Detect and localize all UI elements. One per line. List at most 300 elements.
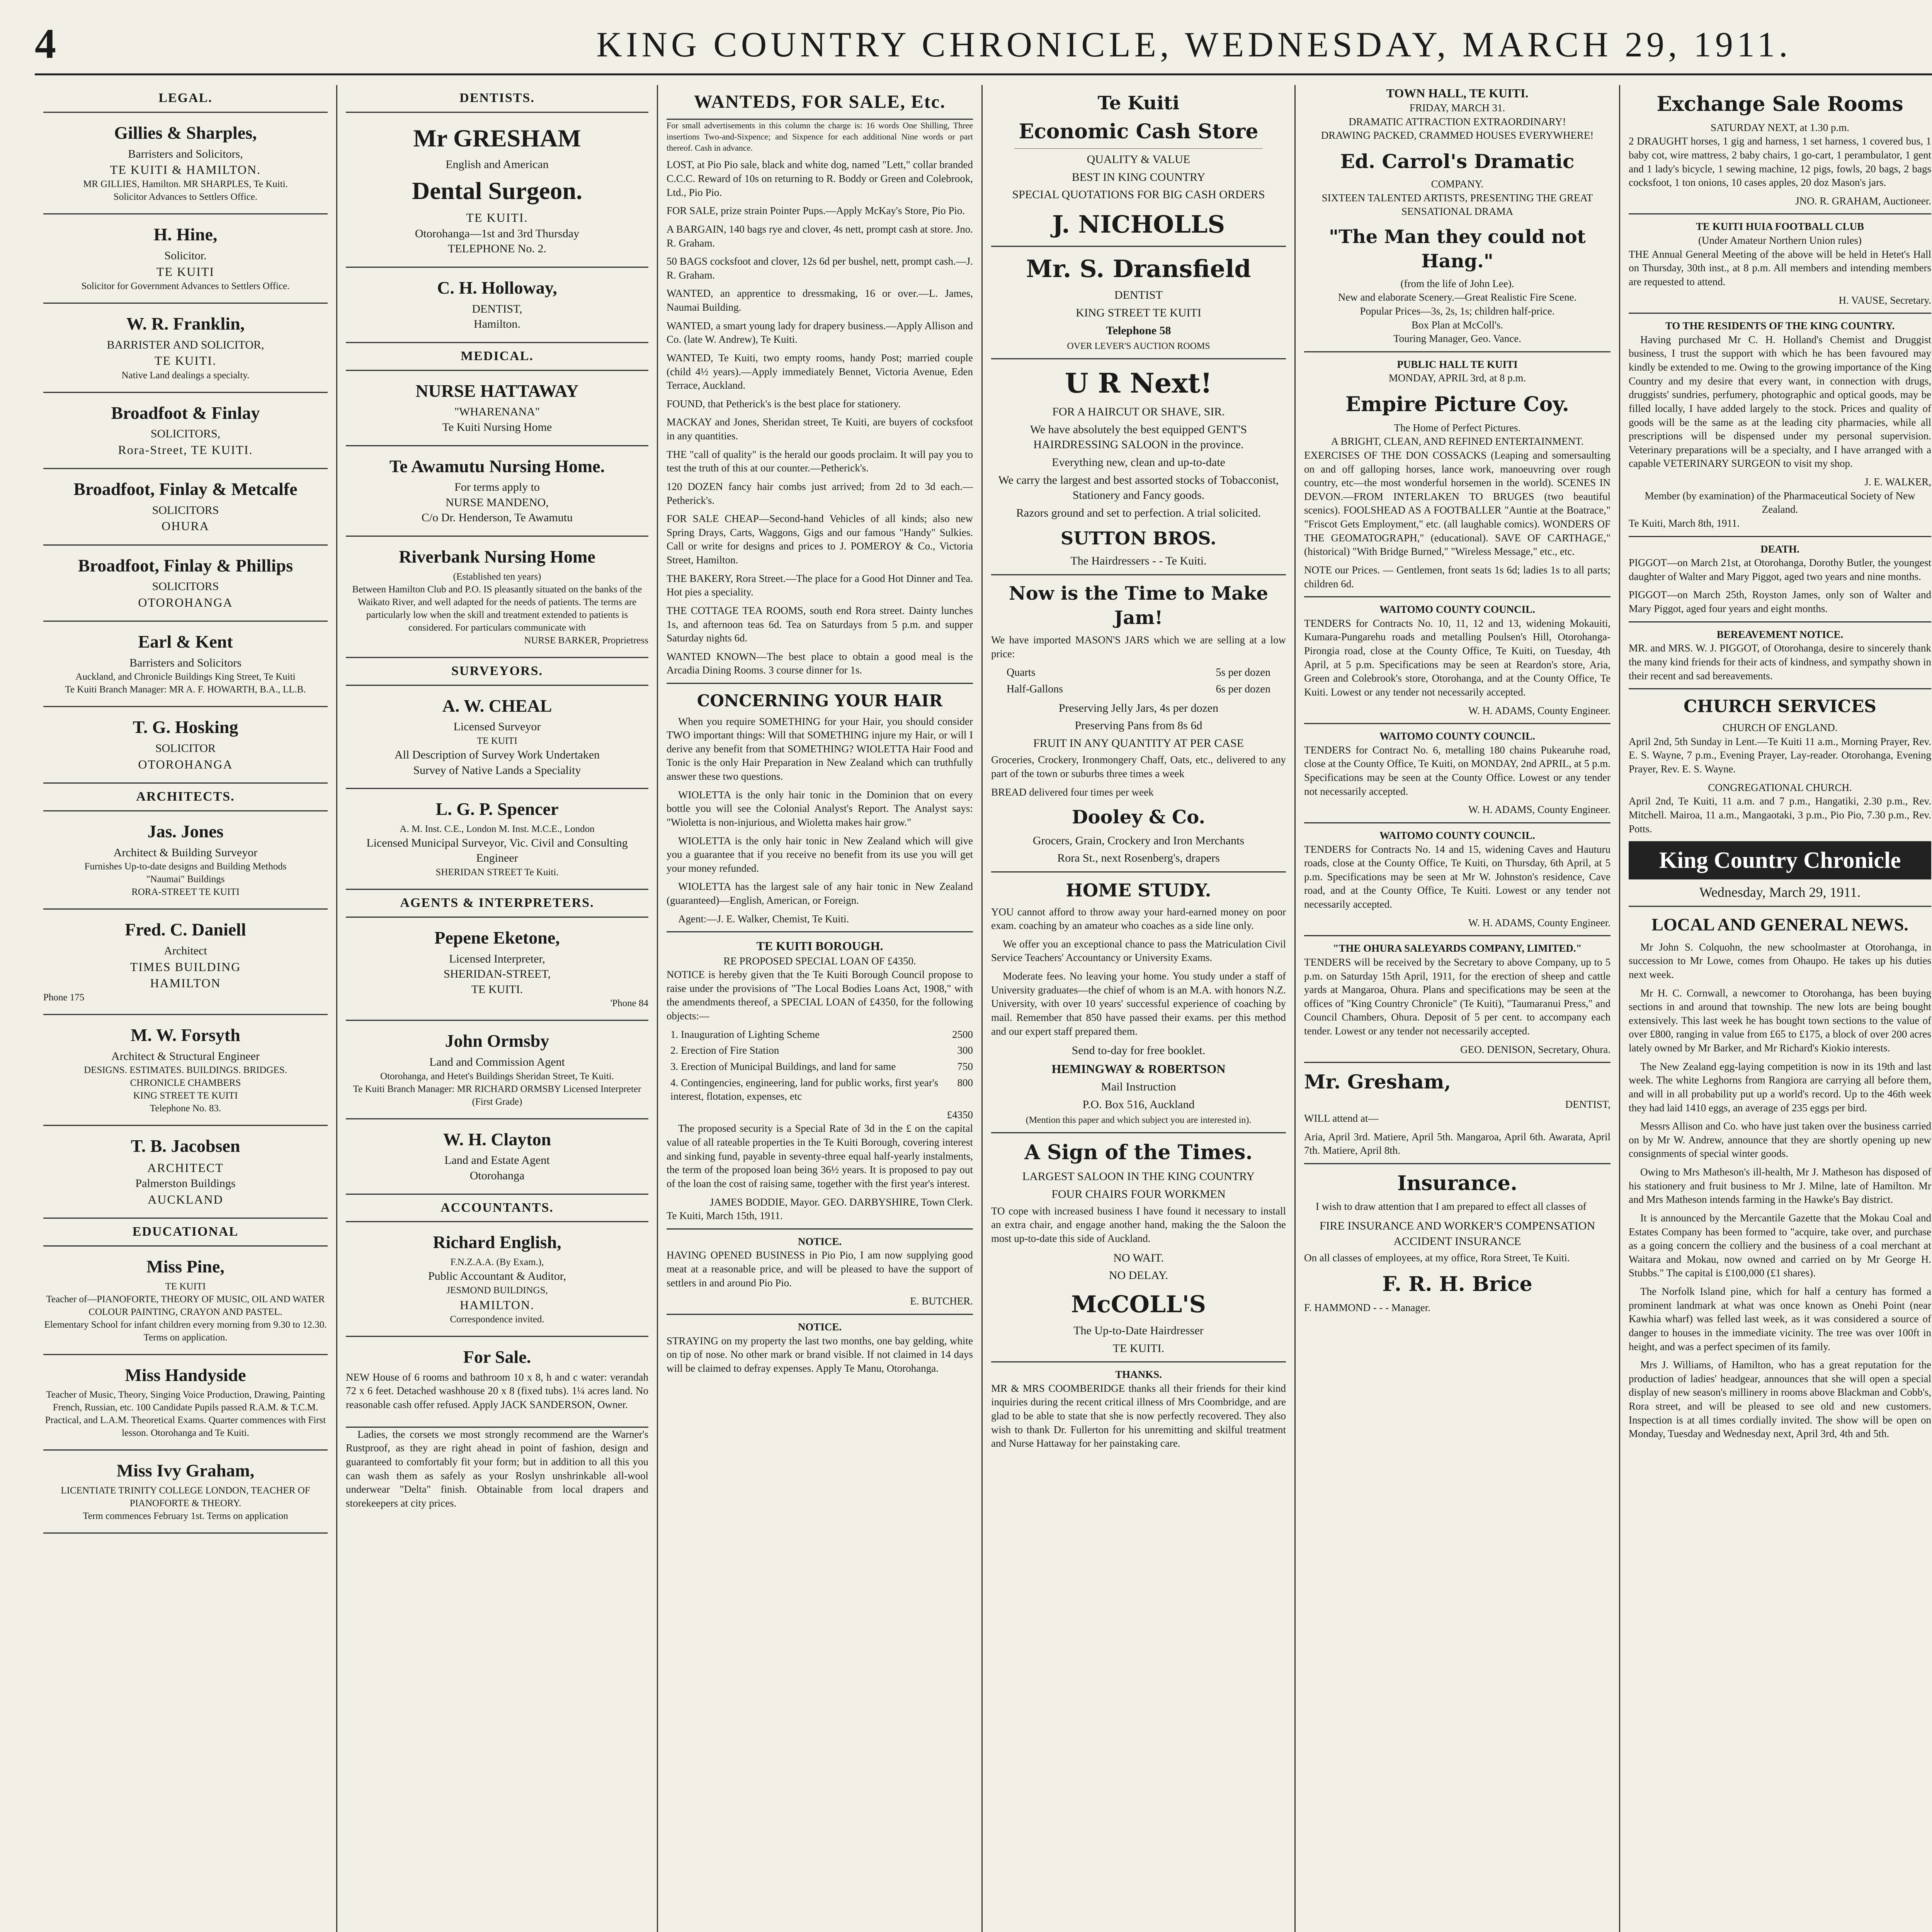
jam-intro: We have imported MASON'S JARS which we are selling at a low price: — [991, 634, 1286, 660]
dransfield-title: DENTIST — [1114, 289, 1163, 302]
clayton-card — [346, 1119, 648, 1195]
congregational-heading: CONGREGATIONAL CHURCH. — [1708, 781, 1852, 793]
exchange-heading: Exchange Sale Rooms — [1656, 92, 1903, 116]
dransfield-place: KING STREET TE KUITI — [1076, 306, 1201, 320]
graham-card — [43, 1451, 328, 1534]
english-name: Richard English, — [433, 1232, 561, 1252]
jones-detail: Furnishes Up-to-date designs and Building Methods — [84, 861, 287, 872]
wanted-ad: FOUND, that Petherick's is the best place for stationery. — [667, 398, 901, 410]
franklin-note: Native Land dealings a specialty. — [121, 370, 250, 381]
daniell-city: HAMILTON — [150, 976, 221, 990]
paper-date: Wednesday, March 29, 1911. — [1629, 879, 1931, 907]
carrol-company-label: COMPANY. — [1431, 178, 1484, 190]
jacobsen-place: AUCKLAND — [148, 1192, 223, 1206]
empire-line1: A BRIGHT, CLEAN, AND REFINED ENTERTAINMENT. — [1331, 435, 1584, 447]
exchange-date: SATURDAY NEXT, at 1.30 p.m. — [1710, 121, 1849, 133]
hemingway-tag: Mail Instruction — [1101, 1080, 1176, 1093]
spencer-card — [346, 789, 648, 890]
wanted-ad: MACKAY and Jones, Sheridan street, Te Kuiti, are buyers of cocksfoot in any quantities. — [667, 416, 973, 442]
hair-paragraph: WIOLETTA is the only hair tonic in the Dominion that on every bottle you will see the Colonial Analyst's Report. The Analyst says: "Wioletta is non-injurious, and Wioletta makes hair grow." — [667, 789, 973, 828]
townhall-line3: SIXTEEN TALENTED ARTISTS, PRESENTING THE GREAT SENSATIONAL DRAMA — [1321, 192, 1593, 218]
agents-heading: AGENTS & INTERPRETERS. — [346, 890, 648, 918]
english-place: HAMILTON. — [459, 1298, 535, 1312]
column-entertainment-tenders — [1294, 85, 1619, 1932]
earl-kent-card — [43, 622, 328, 707]
gillies-title: Barristers and Solicitors, — [128, 147, 243, 160]
insurance-heading: Insurance. — [1397, 1171, 1517, 1195]
broadfoot-metcalfe-card — [43, 469, 328, 546]
hair-paragraph: Agent:—J. E. Walker, Chemist, Te Kuiti. — [678, 913, 849, 925]
loan-item-amount: 800 — [957, 1077, 973, 1088]
loan-total: £4350 — [947, 1109, 973, 1121]
jar-size: Half-Gallons — [1007, 683, 1063, 695]
drama-prices: Popular Prices—3s, 2s, 1s; children half-price. — [1360, 305, 1555, 317]
study-body3: Moderate fees. No leaving your home. You study under a staff of University graduates—the chief of whom is an M.A. with honors N.Z. University, with over 10 years' successful experience of coaching by mail. Remember that 850 have passed their exams. per this method and our expert staff prepared them. — [991, 970, 1286, 1037]
dooley-addr: Rora St., next Rosenberg's, drapers — [1057, 852, 1220, 865]
hemingway-note: (Mention this paper and which subject you are interested in). — [1026, 1115, 1252, 1126]
news-item: Owing to Mrs Matheson's ill-health, Mr J. Matheson has disposed of his stationery and fruit business to Mr J. Milne, late of Hamilton. Mr and Mrs Matheson intends farming in the Hawke's Bay district. — [1629, 1166, 1931, 1206]
earl-kent-name: Earl & Kent — [138, 632, 233, 652]
wanted-ad: LOST, at Pio Pio sale, black and white dog, named "Lett," collar branded C.C.C. Reward of 10s on returning to R. Boddy or Green and Colebrook, Ltd., Pio Pio. — [667, 159, 973, 198]
english-addr: JESMOND BUILDINGS, — [446, 1285, 548, 1296]
residents-date: Te Kuiti, March 8th, 1911. — [1629, 517, 1740, 529]
drama-from: (from the life of John Lee). — [1400, 277, 1514, 289]
empire-tag: The Home of Perfect Pictures. — [1394, 422, 1521, 434]
jam-heading: Now is the Time to Make Jam! — [1009, 582, 1269, 629]
ormsby-card — [346, 1021, 648, 1119]
ormsby-title: Land and Commission Agent — [429, 1056, 565, 1069]
unext-sub: FOR A HAIRCUT OR SHAVE, SIR. — [1052, 405, 1225, 418]
hosking-card — [43, 707, 328, 784]
ecs-title: Economic Cash Store — [1019, 120, 1259, 144]
death-heading: DEATH. — [1760, 543, 1799, 555]
empire-date: MONDAY, APRIL 3rd, at 8 p.m. — [1388, 372, 1526, 384]
waitomo1-body: TENDERS for Contracts No. 10, 11, 12 and 13, widening Mokauiti, Kumara-Pungarehu roads and metalling Poulsen's Hill, Otorohanga-Pirongia road, close at the County Office, Te Kuiti, on Tuesday, 4th April, at 5 p.m. Specifications may be seen at Reardon's store, Aria, Green and Colebrook's store, Otorohanga, and at the County Office, Te Kuiti. Lowest or any tender not necessarily accepted. — [1304, 617, 1611, 698]
ecs-proprietor: J. NICHOLLS — [1052, 210, 1225, 238]
waitomo2-signature: W. H. ADAMS, County Engineer. — [1468, 804, 1611, 816]
earl-kent-title: Barristers and Solicitors — [129, 656, 242, 669]
daniell-name: Fred. C. Daniell — [125, 920, 246, 940]
cheal-name: A. W. CHEAL — [442, 696, 552, 716]
english-note: Correspondence invited. — [450, 1314, 544, 1325]
spencer-name: L. G. P. Spencer — [435, 799, 559, 819]
loan-item-label: 2. Erection of Fire Station — [670, 1044, 779, 1056]
sign-sub: LARGEST SALOON IN THE KING COUNTRY — [1022, 1170, 1255, 1183]
wanted-ad: FOR SALE CHEAP—Second-hand Vehicles of all kinds; also new Spring Drays, Carts, Waggons, Gigs and our famous "Handy" Sulkies. Call or write for designs and prices to J. POMEROY & Co., Victoria Street, Hamilton. — [667, 513, 973, 566]
holloway-name: C. H. Holloway, — [437, 277, 557, 298]
column-store-adverts — [981, 85, 1294, 1932]
riverbank-est: (Established ten years) — [453, 571, 541, 582]
news-item: The New Zealand egg-laying competition is now in its 19th and last week. The white Leghorns from Rangiora are carrying all before them, and will in all probability put up a world's record. Up to the 46th week they had laid 1410 eggs, an average of 235 eggs per bird. — [1629, 1060, 1931, 1114]
gillies-place: TE KUITI & HAMILTON. — [110, 163, 261, 177]
paper-nameplate: King Country Chronicle — [1629, 841, 1931, 879]
waitomo3-body: TENDERS for Contracts No. 14 and 15, widening Caves and Hauturu roads, close at the County Office, Te Kuiti, on Thursday, 6th April, at 5 p.m. Specifications may be seen at Mr W. Johnston's residence, Cave road, and at the County Office, Te Kuiti. Lowest or any tender not necessarily accepted. — [1304, 843, 1611, 910]
bereavement-body: MR. and MRS. W. J. PIGGOT, of Otorohanga, desire to sincerely thank the many kind friends for their acts of kindness, and sympathy shown in their recent and sad bereavements. — [1629, 642, 1931, 682]
huia-signature: H. VAUSE, Secretary. — [1838, 294, 1931, 306]
earl-kent-detail: Auckland, and Chronicle Buildings King Street, Te Kuiti — [75, 672, 296, 682]
ecs-line3: SPECIAL QUOTATIONS FOR BIG CASH ORDERS — [1012, 188, 1265, 201]
clayton-name: W. H. Clayton — [443, 1129, 551, 1149]
column-classifieds — [657, 85, 981, 1932]
ecs-line1: QUALITY & VALUE — [1087, 153, 1190, 166]
insurance-line1: FIRE INSURANCE AND WORKER'S COMPENSATION ACCIDENT INSURANCE — [1319, 1219, 1595, 1248]
loan-item-amount: 300 — [957, 1044, 973, 1056]
gresham-name: Mr GRESHAM — [413, 124, 581, 152]
for-sale-body: NEW House of 6 rooms and bathroom 10 x 8, h and c water: verandah 72 x 6 feet. Detached washhouse 20 x 8 (fixed tubs). 1¼ acres land. No reasonable cash offer refused. Apply JACK SANDERSON, Owner. — [346, 1371, 648, 1410]
insurance-body: I wish to draw attention that I am prepared to effect all classes of — [1316, 1201, 1587, 1213]
wanted-ad: WANTED KNOWN—The best place to obtain a good meal is the Arcadia Dining Rooms. 3 course dinner for 1s. — [667, 650, 973, 676]
hattaway-place: Te Kuiti Nursing Home — [442, 420, 552, 434]
broadfoot-metcalfe-title: SOLICITORS — [152, 503, 219, 517]
notice1-heading: NOTICE. — [798, 1235, 842, 1247]
unext-heading: U R Next! — [1065, 367, 1213, 399]
news-item: Mr John S. Colquohn, the new schoolmaster at Otorohanga, in succession to Mr Lowe, comes from Ohaupo. He takes up his duties next week. — [1629, 941, 1931, 980]
jam-bread: BREAD delivered four times per week — [991, 786, 1154, 798]
congregational-body: April 2nd, Te Kuiti, 11 a.m. and 7 p.m., Hangatiki, 2.30 p.m., Rev. Mitchell. Mairoa, 11 a.m., Mangaotaki, 3 p.m., Pio Pio, 7.30 p.m., Rev. Potts. — [1629, 795, 1931, 835]
huia-sub: (Under Amateur Northern Union rules) — [1698, 235, 1862, 246]
borough-subheading: RE PROPOSED SPECIAL LOAN OF £4350. — [723, 955, 916, 967]
news-item: It is announced by the Mercantile Gazette that the Mokau Coal and Estates Company has been formed to "acquire, take over, and purchase as a going concern the colliery and the business of a coal merchant at Waitara and Mokau, now owned and carried on by Mr George H. Stubbs." The capital is £100,000 (£1 shares). — [1629, 1212, 1931, 1279]
forsyth-bldg: CHRONICLE CHAMBERS — [130, 1078, 241, 1088]
franklin-card — [43, 304, 328, 393]
loan-item-label: 4. Contingencies, engineering, land for public works, first year's interest, flotation, expenses, etc — [670, 1077, 939, 1102]
gresham-place: TE KUITI. — [466, 211, 528, 225]
ohura-signature: GEO. DENISON, Secretary, Ohura. — [1460, 1043, 1611, 1055]
sign-chairs: FOUR CHAIRS FOUR WORKMEN — [1051, 1188, 1226, 1201]
column-notices-news — [1619, 85, 1932, 1932]
masthead — [35, 15, 1932, 75]
waitomo2-body: TENDERS for Contract No. 6, metalling 180 chains Pukearuhe road, close at the County Office, Te Kuiti, on MONDAY, 2nd APRIL, at 5 p.m. Specifications may be seen at the County Office. Lowest or any tender not necessarily accepted. — [1304, 744, 1611, 797]
jones-place: RORA-STREET TE KUITI — [131, 887, 240, 898]
gresham2-name: Mr. Gresham, — [1304, 1070, 1451, 1094]
ecs-name: Te Kuiti — [1097, 92, 1180, 114]
gresham2-visits: Aria, April 3rd. Matiere, April 5th. Mangaroa, April 6th. Awarata, April 7th. Matiere, April 8th. — [1304, 1131, 1611, 1156]
carrol-company-name: Ed. Carrol's Dramatic — [1340, 150, 1575, 173]
cheal-title: Licensed Surveyor — [453, 720, 541, 733]
broadfoot-finlay-place: Rora-Street, TE KUITI. — [118, 442, 253, 457]
spencer-place: SHERIDAN STREET Te Kuiti. — [435, 867, 559, 878]
forsyth-place: KING STREET TE KUITI — [133, 1090, 238, 1101]
corsets-ad: Ladies, the corsets we most strongly recommend are the Warner's Rustproof, as they are right ahead in point of fashion, design and guaranteed to comfortably fit your form; but in addition to all this you can wash them as safely as your Roslyn unshrinkable all-wool underwear "Delta" finish. Obtainable from local drapers and storekeepers at city prices. — [346, 1428, 648, 1509]
sign-body: TO cope with increased business I have found it necessary to install an extra chair, and engage another hand, making the the Saloon the most up-to-date this side of Auckland. — [991, 1205, 1286, 1244]
local-news-heading: LOCAL AND GENERAL NEWS. — [1651, 914, 1908, 934]
riverbank-card — [346, 537, 648, 658]
awamutu-nurse: NURSE MANDENO, — [446, 496, 549, 509]
hosking-name: T. G. Hosking — [133, 717, 238, 737]
gresham-card — [346, 113, 648, 268]
holloway-card — [346, 268, 648, 343]
residents-heading: TO THE RESIDENTS OF THE KING COUNTRY. — [1665, 320, 1895, 332]
sutton-name: SUTTON BROS. — [1060, 528, 1217, 549]
notice1-signature: E. BUTCHER. — [910, 1295, 973, 1307]
wanted-ad: WANTED, an apprentice to dressmaking, 16 or over.—L. James, Naumai Building. — [667, 287, 973, 313]
waitomo3-signature: W. H. ADAMS, County Engineer. — [1468, 917, 1611, 929]
cheal-detail: All Description of Survey Work Undertaken — [394, 748, 600, 761]
hine-name: H. Hine, — [153, 224, 218, 245]
exchange-body: 2 DRAUGHT horses, 1 gig and harness, 1 set harness, 1 covered bus, 1 baby cot, wire mattress, 2 baby chairs, 1 go-cart, 1 perambulator, 1 gent and 1 lady's bicycle, 1 sewing machine, 12 pigs, fowls, 20 bags, 2 bags cocksfoot, 1 ton onions, 10 cases apples, 20 doz Mason's jars. — [1629, 135, 1931, 189]
loan-item-amount: 2500 — [952, 1028, 973, 1040]
empire-hall: PUBLIC HALL TE KUITI — [1397, 358, 1518, 370]
jacobsen-name: T. B. Jacobsen — [131, 1136, 240, 1156]
hosking-place: OTOROHANGA — [138, 757, 233, 771]
hemingway-name: HEMINGWAY & ROBERTSON — [1051, 1061, 1226, 1076]
mccolls-tag: The Up-to-Date Hairdresser — [1073, 1324, 1204, 1337]
legal-heading: LEGAL. — [43, 85, 328, 113]
wanted-ad: WANTED, a smart young lady for drapery business.—Apply Allison and Co. (late W. Andrew), Te Kuiti. — [667, 320, 973, 345]
jar-price: 6s per dozen — [1216, 683, 1270, 695]
hine-note: Solicitor for Government Advances to Settlers Office. — [81, 281, 290, 291]
news-item: The Norfolk Island pine, which for half a century has formed a prominent landmark at what was once known as Onehi Point (near Kawhia wharf) was felled last week, as it was considered a source of danger to houses in the immediate vicinity. The tree was over 100ft in height, and was a perfect specimen of its family. — [1629, 1286, 1931, 1352]
local-news-list — [1629, 940, 1931, 1441]
architects-heading: ARCHITECTS. — [43, 784, 328, 811]
daniell-title: Architect — [164, 944, 207, 957]
townhall-heading: TOWN HALL, TE KUITI. — [1386, 86, 1529, 100]
notice2-heading: NOTICE. — [798, 1321, 842, 1333]
news-item: Mrs J. Williams, of Hamilton, who has a great reputation for the production of ladies' headgear, announces that she will open a special display of new season's millinery in rooms above Blackman and Cobb's, Rora street, and will be pleased to see old and new customers. Inspection is at all times cordially invited. The show will be open on Monday, Tuesday and Wednesday next, April 3rd, 4th and 5th. — [1629, 1359, 1931, 1440]
holloway-title: DENTIST, — [472, 302, 522, 315]
hattaway-card — [346, 371, 648, 446]
hattaway-house: "WHARENANA" — [454, 405, 540, 418]
jam-line2: Preserving Pans from 8s 6d — [1075, 719, 1202, 732]
accountants-heading: ACCOUNTANTS. — [346, 1195, 648, 1223]
loan-item-label: 3. Erection of Municipal Buildings, and land for same — [670, 1060, 896, 1072]
residents-signature: J. E. WALKER, — [1864, 476, 1931, 488]
educational-heading: EDUCATIONAL — [43, 1219, 328, 1247]
broadfoot-phillips-name: Broadfoot, Finlay & Phillips — [78, 555, 293, 575]
gresham-title: English and American — [446, 158, 549, 171]
waitomo2-heading: WAITOMO COUNTY COUNCIL. — [1379, 730, 1535, 742]
townhall-line1: DRAMATIC ATTRACTION EXTRAORDINARY! — [1349, 116, 1566, 128]
townhall-line2: DRAWING PACKED, CRAMMED HOUSES EVERYWHERE! — [1321, 129, 1594, 141]
thanks-heading: THANKS. — [1115, 1369, 1162, 1381]
loan-item-amount: 750 — [957, 1060, 973, 1072]
forsyth-name: M. W. Forsyth — [131, 1025, 240, 1045]
cheal-note: Survey of Native Lands a Speciality — [413, 764, 581, 777]
english-card — [346, 1222, 648, 1337]
borough-date: Te Kuiti, March 15th, 1911. — [667, 1210, 783, 1222]
for-sale-card — [346, 1337, 648, 1428]
unext-paragraph: We have absolutely the best equipped GENT'S HAIRDRESSING SALOON in the province. — [1030, 423, 1247, 451]
residents-body: Having purchased Mr C. H. Holland's Chemist and Druggist business, I trust the support with which he has been favoured may kindly be extended to me. Owing to the growing importance of the King Country and my desire that every want, in connection with drugs, druggists' sundries, perfumery, photographic and optical goods, may be filled locally, I have added largely to the stock. Prices and quality of goods will be the same as at the leading city pharmacies, while all prescriptions will be dispensed under my personal supervision. Veterinary preparations will be a specialty, and I have arranged with a capable VETERINARY SURGEON to visit my shop. — [1629, 333, 1931, 469]
waitomo1-heading: WAITOMO COUNTY COUNCIL. — [1379, 604, 1535, 616]
forsyth-phone: Telephone No. 83. — [150, 1103, 221, 1114]
broadfoot-metcalfe-place: OHURA — [162, 519, 209, 533]
jones-title: Architect & Building Surveyor — [113, 846, 258, 859]
unext-paragraph: Everything new, clean and up-to-date — [1052, 456, 1225, 469]
sutton-tag: The Hairdressers - - Te Kuiti. — [1070, 554, 1207, 568]
jar-price-row — [1007, 682, 1270, 697]
study-body2: We offer you an exceptional chance to pass the Matriculation Civil Service Teachers' Accountancy or University Exams. — [991, 938, 1286, 964]
insurance-body2: On all classes of employees, at my office, Rora Street, Te Kuiti. — [1304, 1252, 1570, 1264]
gresham2-intro: WILL attend at— — [1304, 1112, 1379, 1124]
wanted-ad: WANTED, Te Kuiti, two empty rooms, handy Post; married couple (child 4½ years).—Apply immediately Bennet, Victoria Avenue, Eden Terrace, Auckland. — [667, 352, 973, 391]
riverbank-name: Riverbank Nursing Home — [399, 547, 595, 567]
forsyth-detail: DESIGNS. ESTIMATES. BUILDINGS. BRIDGES. — [84, 1065, 287, 1076]
loan-item — [670, 1044, 973, 1058]
borough-body: The proposed security is a Special Rate of 3d in the £ on the capital value of all rateable properties in the Te Kuiti Borough, covering interest and sinking fund, payable in seventy-three equal half-yearly instalments, the term of the proposed loan being 36½ years. It is proposed to pay out of the loan the cost of raising same, together with the first year's interest. — [667, 1122, 973, 1189]
hemingway-addr: P.O. Box 516, Auckland — [1082, 1098, 1195, 1111]
holloway-place: Hamilton. — [474, 318, 520, 331]
graham-detail: LICENTIATE TRINITY COLLEGE LONDON, TEACHER OF PIANOFORTE & THEORY. — [61, 1485, 310, 1509]
daniell-card — [43, 910, 328, 1015]
handyside-card — [43, 1355, 328, 1451]
awamutu-name: Te Awamutu Nursing Home. — [389, 456, 605, 476]
franklin-title: BARRISTER AND SOLICITOR, — [107, 338, 264, 351]
eketone-card — [346, 918, 648, 1021]
ormsby-addr: Otorohanga, and Hetet's Buildings Sheridan Street, Te Kuiti. — [380, 1071, 614, 1082]
wanted-ads-list — [667, 158, 973, 677]
wanted-ad: A BARGAIN, 140 bags rye and clover, 4s nett, prompt cash at store. Jno. R. Graham. — [667, 223, 973, 249]
awamutu-terms: For terms apply to — [454, 481, 540, 494]
gillies-note: Solicitor Advances to Settlers Office. — [113, 192, 258, 202]
mccolls-name: McCOLL'S — [1071, 1291, 1206, 1318]
column-professional-cards-1 — [35, 85, 336, 1932]
column-professional-cards-2 — [336, 85, 657, 1932]
wanted-ad: THE BAKERY, Rora Street.—The place for a Good Hot Dinner and Tea. Hot pies a speciality. — [667, 572, 973, 598]
awamutu-card — [346, 446, 648, 537]
eketone-name: Pepene Eketone, — [434, 927, 560, 947]
jar-price-row — [1007, 666, 1270, 680]
ormsby-name: John Ormsby — [445, 1031, 549, 1051]
gresham2-title: DENTIST, — [1565, 1099, 1611, 1111]
gresham-big: Dental Surgeon. — [412, 177, 582, 204]
loan-item — [670, 1076, 973, 1104]
huia-heading: TE KUITI HUIA FOOTBALL CLUB — [1696, 221, 1864, 233]
jam-line1: Preserving Jelly Jars, 4s per dozen — [1058, 701, 1219, 714]
pine-place: TE KUITI — [165, 1281, 206, 1292]
eketone-phone: 'Phone 84 — [610, 998, 648, 1009]
sign-heading: A Sign of the Times. — [1024, 1140, 1253, 1164]
church-heading: CHURCH SERVICES — [1684, 697, 1876, 717]
english-qual: F.N.Z.A.A. (By Exam.), — [450, 1257, 544, 1268]
broadfoot-phillips-place: OTOROHANGA — [138, 595, 233, 609]
jam-body: Groceries, Crockery, Ironmongery Chaff, Oats, etc., delivered to any part of the town or suburbs three times a week — [991, 754, 1286, 780]
dooley-tag: Grocers, Grain, Crockery and Iron Merchants — [1032, 834, 1245, 847]
loan-item-label: 1. Inauguration of Lighting Scheme — [670, 1028, 820, 1040]
study-body4: Send to-day for free booklet. — [1071, 1044, 1206, 1057]
dransfield-phone: Telephone 58 — [1106, 324, 1171, 337]
ormsby-manager: Te Kuiti Branch Manager: MR RICHARD ORMSBY Licensed Interpreter (First Grade) — [353, 1083, 641, 1107]
jar-price: 5s per dozen — [1216, 666, 1270, 679]
sign-line2: NO DELAY. — [1109, 1269, 1168, 1282]
unext-paragraph: We carry the largest and best assorted stocks of Tobacconist, Stationery and Fancy goods. — [998, 473, 1279, 502]
drama-title: "The Man they could not Hang." — [1329, 226, 1586, 272]
cheal-card — [346, 686, 648, 789]
gillies-card — [43, 113, 328, 215]
cheal-place: TE KUITI — [477, 735, 517, 746]
forsyth-card — [43, 1015, 328, 1126]
riverbank-sig: NURSE BARKER, Proprietress — [524, 635, 648, 646]
broadfoot-metcalfe-name: Broadfoot, Finlay & Metcalfe — [73, 479, 298, 499]
hine-title: Solicitor. — [164, 249, 207, 262]
dooley-name: Dooley & Co. — [1071, 806, 1206, 828]
ohura-heading: "THE OHURA SALEYARDS COMPANY, LIMITED." — [1333, 942, 1582, 954]
eketone-place: TE KUITI. — [471, 983, 523, 996]
death-body2: PIGGOT—on March 25th, Royston James, only son of Walter and Mary Piggot, aged four years and eight months. — [1629, 589, 1931, 614]
handyside-name: Miss Handyside — [125, 1365, 246, 1385]
jones-card — [43, 811, 328, 910]
dentists-heading: DENTISTS. — [346, 85, 648, 113]
graham-terms: Term commences February 1st. Terms on application — [83, 1511, 288, 1522]
wanted-ad: THE "call of quality" is the herald our goods proclaim. It will pay you to test the truth of this at our counter.—Petherick's. — [667, 448, 973, 474]
jones-note: "Naumai" Buildings — [146, 874, 225, 885]
gillies-partners: MR GILLIES, Hamilton. MR SHARPLES, Te Kuiti. — [83, 179, 288, 190]
jacobsen-card — [43, 1126, 328, 1219]
franklin-place: TE KUITI. — [154, 354, 217, 368]
pine-terms: Terms on application. — [143, 1332, 228, 1343]
page-number: 4 — [35, 20, 56, 67]
empire-name: Empire Picture Coy. — [1345, 393, 1569, 417]
handyside-detail: Teacher of Music, Theory, Singing Voice Production, Drawing, Painting French, Russian, etc. 100 Candidate Pupils passed R.A.M. & T.C.M. Practical, and L.A.M. Theoretical Exams. Quarter commences with First lesson. Otorohanga and Te Kuiti. — [45, 1389, 326, 1439]
jones-name: Jas. Jones — [147, 821, 224, 841]
ohura-body: TENDERS will be received by the Secretary to above Company, up to 5 p.m. on Saturday 15th April, 1911, for the erection of sheep and cattle yards at Mangaroa, Ohura. Plans and specifications may be seen at the offices of "King Country Chronicle" (Te Kuiti), "Taumaranui Press," and Council Chambers, Ohura. Deposit of 5 per cent. to accompany each tender. Lowest or any tender not necessarily accepted. — [1304, 956, 1611, 1037]
broadfoot-phillips-card — [43, 546, 328, 622]
empire-programme: EXERCISES OF THE DON COSSACKS (Leaping and somersaulting on and off galloping horses, lance work, manoeuvring over rough country, etc—the most wonderful horsemen in the world). SCENES IN DEVON.—FROM INTERLAKEN TO BRUGES (two beautiful scenics). FOOLSHEAD AS A FOOTBALLER "Auntie at the Boatrace," "Friscot Gets Employment," etc. (all laughable comics). WONDERS OF THE GEOMATOGRAPH," (educational). SAVE OF CARTHAGE," (historical) "With Bridge Burned," "Wireless Message," etc., etc. — [1304, 449, 1611, 558]
surveyors-heading: SURVEYORS. — [346, 658, 648, 686]
clayton-place: Otorohanga — [469, 1169, 525, 1182]
exchange-signature: JNO. R. GRAHAM, Auctioneer. — [1795, 195, 1931, 207]
unext-body — [991, 422, 1286, 521]
awamutu-addr: C/o Dr. Henderson, Te Awamutu — [421, 511, 573, 524]
jar-price-list — [1007, 666, 1270, 697]
sign-line1: NO WAIT. — [1113, 1251, 1164, 1264]
dransfield-note: OVER LEVER'S AUCTION ROOMS — [1067, 341, 1210, 352]
clayton-title: Land and Estate Agent — [444, 1154, 550, 1167]
huia-body: THE Annual General Meeting of the above will be held in Hetet's Hall on Thursday, 30th inst., at 8 p.m. All members and intending members are requested to attend. — [1629, 248, 1931, 287]
daniell-place: TIMES BUILDING — [130, 959, 241, 974]
notice2-body: STRAYING on my property the last two months, one bay gelding, white on tip of nose. No other mark or brand visible. If not claimed in 14 days will be claimed to defray expenses. Apply Te Manu, Otorohanga. — [667, 1335, 973, 1374]
eketone-title: Licensed Interpreter, — [449, 952, 545, 965]
borough-heading: TE KUITI BOROUGH. — [756, 939, 883, 953]
dransfield-name: Mr. S. Dransfield — [1026, 254, 1251, 283]
classified-rates: For small advertisements in this column the charge is: 16 words One Shilling, Three insertions Two-and-Sixpence; and Sixpence for each additional Nine words or part thereof. Cash in advance. — [667, 121, 973, 153]
jar-size: Quarts — [1007, 666, 1036, 679]
loan-item — [670, 1028, 973, 1042]
wanted-ad: 120 DOZEN fancy hair combs just arrived; from 2d to 3d each.—Petherick's. — [667, 480, 973, 506]
hine-place: TE KUITI — [156, 264, 215, 279]
townhall-date: FRIDAY, MARCH 31. — [1409, 102, 1505, 114]
pine-detail: Teacher of—PIANOFORTE, THEORY OF MUSIC, OIL AND WATER COLOUR PAINTING, CRAYON AND PASTEL. — [46, 1294, 325, 1317]
bereavement-heading: BEREAVEMENT NOTICE. — [1716, 628, 1844, 640]
study-body: YOU cannot afford to throw away your hard-earned money on poor exam. coaching by an amateur who coaches as a side line only. — [991, 906, 1286, 932]
notice1-body: HAVING OPENED BUSINESS in Pio Pio, I am now supplying good meat at a reasonable price, and will be pleased to have the support of settlers in and around Pio Pio. — [667, 1249, 973, 1289]
brice-name: F. R. H. Brice — [1382, 1272, 1532, 1296]
broadfoot-finlay-title: SOLICITORS, — [150, 427, 221, 440]
gresham-dates: Otorohanga—1st and 3rd Thursday — [415, 227, 580, 240]
for-sale-heading: For Sale. — [463, 1347, 531, 1367]
wanted-ad: FOR SALE, prize strain Pointer Pups.—Apply McKay's Store, Pio Pio. — [667, 205, 965, 217]
unext-paragraph: Razors ground and set to perfection. A trial solicited. — [1016, 506, 1261, 519]
hair-paragraph: WIOLETTA has the largest sale of any hair tonic in New Zealand (guaranteed)—English, American, or Foreign. — [667, 881, 973, 906]
borough-intro: NOTICE is hereby given that the Te Kuiti Borough Council propose to raise under the provisions of "The Local Bodies Loans Act, 1908," with the amendments thereof, a SPECIAL LOAN of £4350, for the following objects:— — [667, 969, 973, 1022]
drama-scenery: New and elaborate Scenery.—Great Realistic Fire Scene. — [1338, 291, 1577, 303]
graham-name: Miss Ivy Graham, — [116, 1461, 255, 1481]
loan-items-list — [670, 1028, 973, 1104]
gillies-name: Gillies & Sharples, — [114, 122, 257, 143]
study-heading: HOME STUDY. — [1066, 879, 1211, 901]
jacobsen-title: ARCHITECT — [147, 1161, 224, 1175]
residents-signature2: Member (by examination) of the Pharmaceutical Society of New Zealand. — [1645, 490, 1915, 515]
pine-card — [43, 1247, 328, 1355]
drama-box-plan: Box Plan at McColl's. — [1411, 319, 1503, 331]
death-body: PIGGOT—on March 21st, at Otorohanga, Dorothy Butler, the youngest daughter of Walter and Mary Piggot, aged two years and nine months. — [1629, 557, 1931, 582]
english-title: Public Accountant & Auditor, — [428, 1270, 566, 1283]
hair-paragraph: When you require SOMETHING for your Hair, you should consider TWO important things: Will that SOMETHING injure my Hair, or will I derive any benefit from that SOMETHING? WIOLETTA Hair Food and Tonic is the only Hair Preparation in New Zealand which can truthfully answer these two questions. — [667, 715, 973, 782]
eketone-addr: SHERIDAN-STREET, — [444, 968, 551, 981]
waitomo3-heading: WAITOMO COUNTY COUNCIL. — [1379, 829, 1535, 841]
gresham-phone: TELEPHONE No. 2. — [448, 242, 546, 255]
thanks-body: MR & MRS COOMBERIDGE thanks all their friends for their kind inquiries during the recent critical illness of Mrs Coombridge, and are glad to be able to state that she is now perfectly recovered. They also wish to thank Dr. Fullerton for his unremitting and skilful treatment and Nurse Hattaway for her painstaking care. — [991, 1382, 1286, 1449]
